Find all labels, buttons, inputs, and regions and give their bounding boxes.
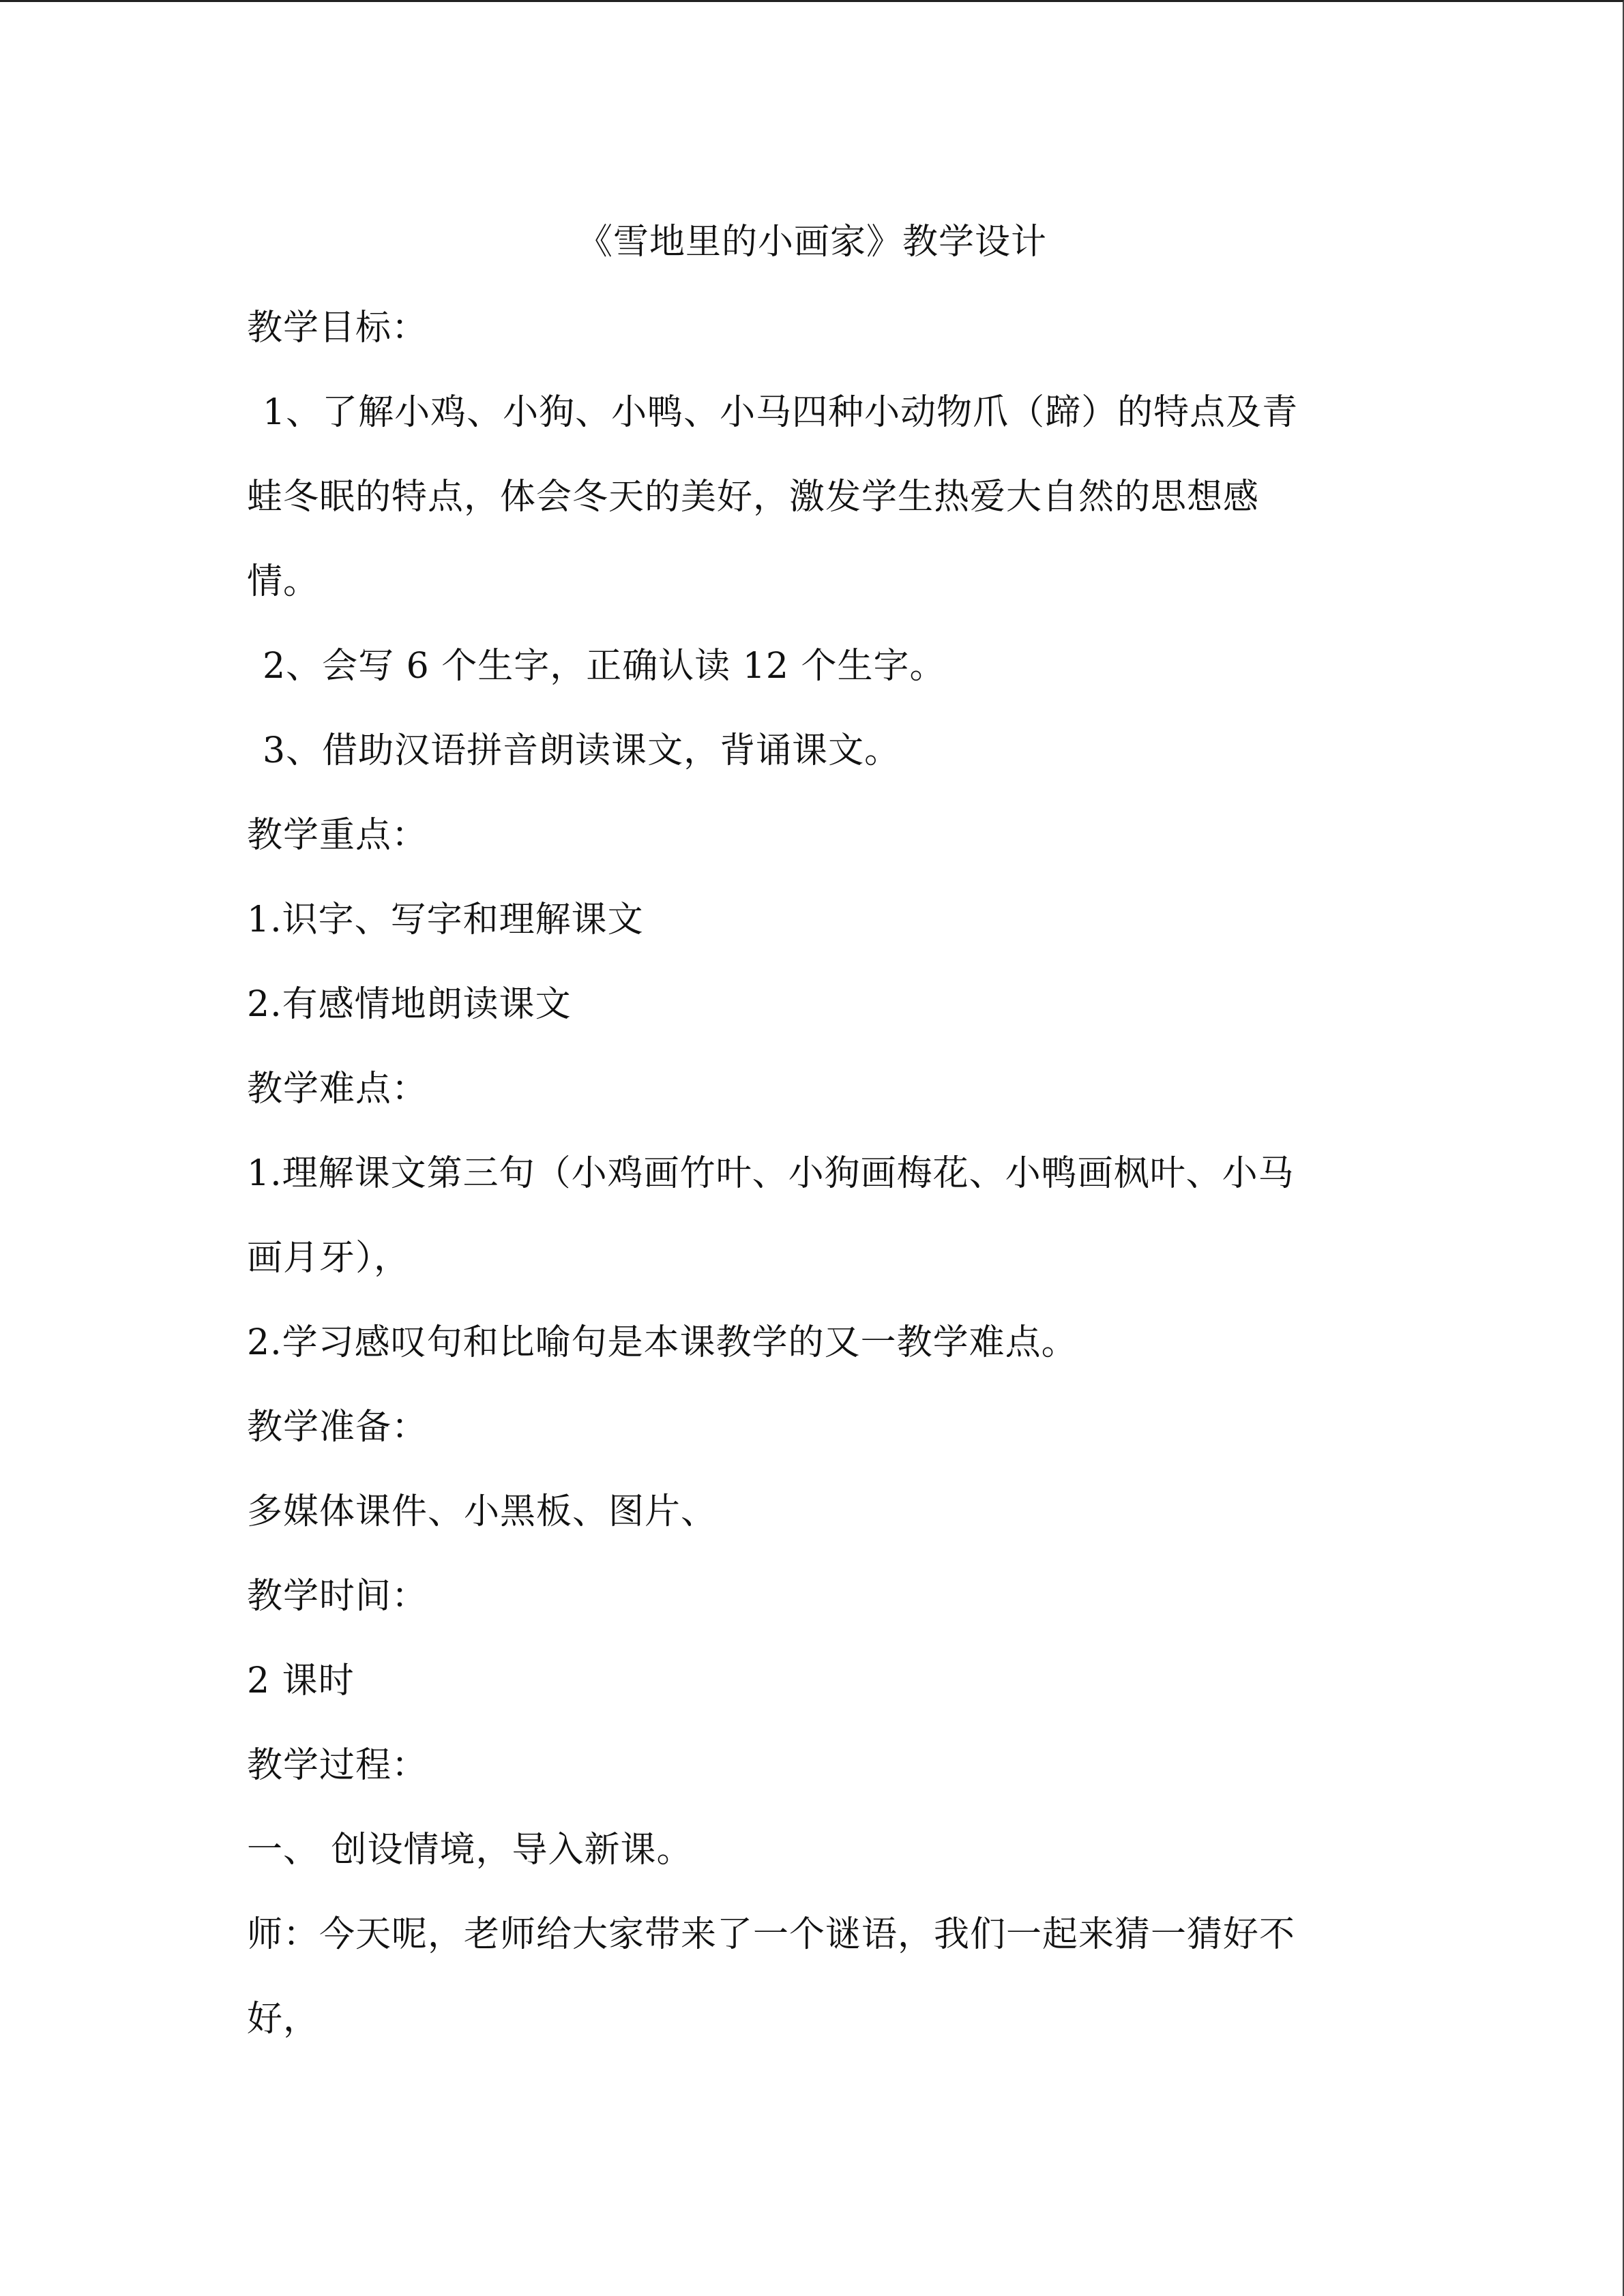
key-point-2: 2.有感情地朗读课文	[247, 984, 572, 1025]
objective-1-line-2: 蛙冬眠的特点，体会冬天的美好，激发学生热爱大自然的思想感	[247, 477, 1260, 518]
section-heading-preparation: 教学准备：	[247, 1407, 428, 1448]
key-point-1: 1.识字、写字和理解课文	[247, 899, 644, 940]
difficulty-1-line-1: 1.理解课文第三句（小鸡画竹叶、小狗画梅花、小鸭画枫叶、小马	[247, 1153, 1295, 1194]
objective-2: 2、会写 6 个生字，正确认读 12 个生字。	[263, 646, 946, 687]
teaching-time-value: 2 课时	[247, 1660, 355, 1701]
objective-3: 3、借助汉语拼音朗读课文，背诵课文。	[263, 730, 901, 771]
process-step-1: 一、 创设情境，导入新课。	[247, 1830, 693, 1870]
document-title: 《雪地里的小画家》教学设计	[576, 222, 1047, 263]
section-heading-process: 教学过程：	[247, 1745, 428, 1786]
difficulty-2: 2.学习感叹句和比喻句是本课教学的又一教学难点。	[247, 1322, 1078, 1363]
teacher-dialogue-line-2: 好，	[247, 1999, 320, 2040]
section-heading-objectives: 教学目标：	[247, 308, 428, 348]
objective-1-line-1: 1、了解小鸡、小狗、小鸭、小马四种小动物爪（蹄）的特点及青	[263, 392, 1299, 433]
difficulty-1-line-2: 画月牙），	[247, 1238, 411, 1279]
teacher-dialogue-line-1: 师：今天呢，老师给大家带来了一个谜语，我们一起来猜一猜好不	[247, 1914, 1296, 1955]
section-heading-time: 教学时间：	[247, 1576, 428, 1617]
section-heading-difficulties: 教学难点：	[247, 1069, 428, 1109]
preparation-items: 多媒体课件、小黑板、图片、	[247, 1491, 718, 1532]
section-heading-key-points: 教学重点：	[247, 815, 428, 856]
objective-1-line-3: 情。	[247, 561, 320, 602]
